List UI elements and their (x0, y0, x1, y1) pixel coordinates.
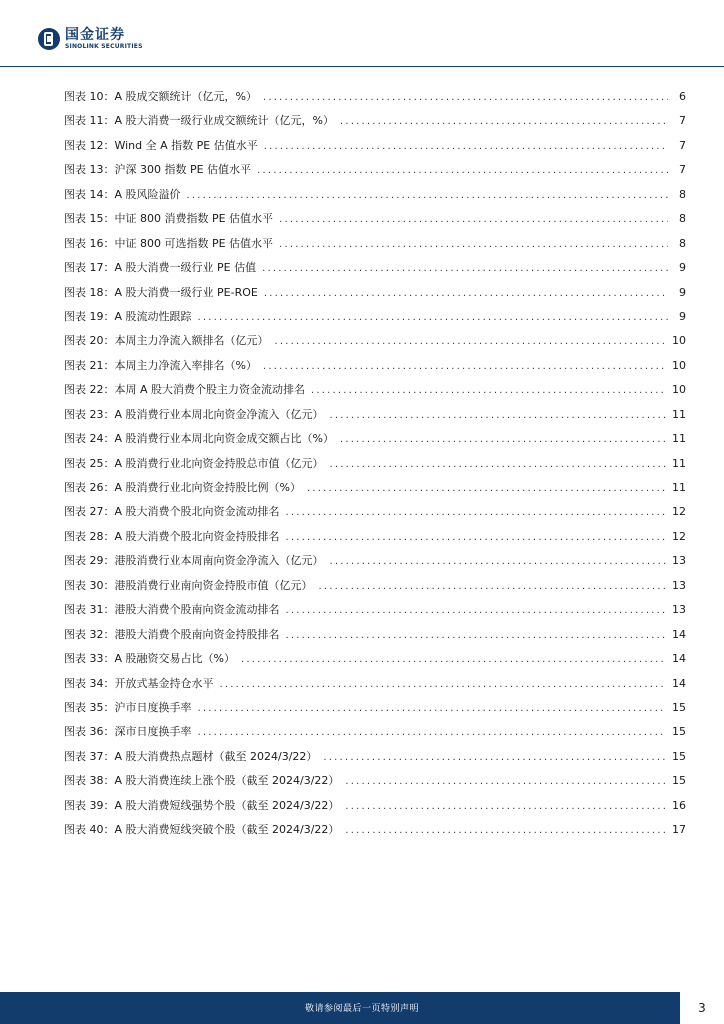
toc-leader-dots (330, 556, 667, 567)
toc-leader-dots (198, 703, 667, 714)
toc-entry[interactable] (64, 479, 686, 503)
toc-entry[interactable] (64, 406, 686, 430)
toc-entry-label: 图表 19：A 股流动性跟踪 (64, 309, 192, 323)
toc-entry-page: 11 (672, 432, 686, 446)
toc-entry-label: 图表 10：A 股成交额统计（亿元，%） (64, 90, 257, 103)
toc-entry-label: 图表 21：本周主力净流入率排名（%） (64, 358, 257, 372)
toc-entry-label: 图表 29：港股消费行业本周南向资金净流入（亿元） (64, 554, 324, 568)
toc-leader-dots (286, 605, 667, 616)
toc-entry[interactable] (64, 381, 686, 405)
toc-entry-page: 13 (672, 603, 686, 617)
toc-entry-page: 13 (672, 578, 686, 592)
toc-entry[interactable] (64, 528, 686, 552)
toc-leader-dots (257, 165, 668, 176)
toc-entry-label: 图表 12：Wind 全 A 指数 PE 估值水平 (64, 138, 258, 152)
toc-entry-page: 14 (672, 627, 686, 641)
toc-entry-label: 图表 39：A 股大消费短线强势个股（截至 2024/3/22） (64, 798, 340, 812)
toc-entry[interactable] (64, 821, 686, 845)
toc-entry-page: 8 (679, 187, 686, 201)
toc-entry-page: 12 (672, 529, 686, 543)
toc-entry-page: 10 (672, 334, 686, 348)
toc-entry-label: 图表 26：A 股消费行业北向资金持股比例（%） (64, 481, 301, 494)
toc-entry-page: 10 (672, 383, 686, 397)
toc-entry-label: 图表 17：A 股大消费一级行业 PE 估值 (64, 261, 257, 275)
toc-leader-dots (345, 801, 666, 812)
toc-entry[interactable] (64, 332, 686, 356)
toc-entry[interactable] (64, 675, 686, 699)
toc-leader-dots (262, 263, 668, 274)
toc-entry-page: 9 (679, 309, 686, 323)
toc-leader-dots (307, 483, 666, 494)
toc-entry-page: 15 (672, 725, 686, 739)
toc-leader-dots (323, 752, 666, 763)
toc-entry-page: 6 (679, 90, 686, 103)
toc-leader-dots (319, 581, 667, 592)
toc-entry-label: 图表 32：港股大消费个股南向资金持股排名 (64, 627, 280, 641)
toc-entry[interactable] (64, 699, 686, 723)
toc-entry-label: 图表 20：本周主力净流入额排名（亿元） (64, 334, 269, 348)
toc-leader-dots (286, 532, 666, 543)
toc-entry[interactable] (64, 357, 686, 381)
toc-entry-page: 7 (679, 114, 686, 128)
toc-entry-label: 图表 13：沪深 300 指数 PE 估值水平 (64, 163, 252, 177)
toc-entry[interactable] (64, 430, 686, 454)
toc-leader-dots (340, 116, 668, 127)
toc-entry-page: 12 (672, 505, 686, 519)
toc-entry-label: 图表 15：中证 800 消费指数 PE 估值水平 (64, 212, 274, 226)
toc-entry[interactable] (64, 112, 686, 136)
toc-entry-label: 图表 22：本周 A 股大消费个股主力资金流动排名 (64, 383, 306, 397)
table-of-figures (64, 88, 686, 846)
toc-entry-page: 9 (679, 261, 686, 275)
toc-entry-page: 9 (679, 285, 686, 299)
toc-leader-dots (286, 507, 666, 518)
page-number: 3 (680, 992, 724, 1024)
toc-leader-dots (275, 336, 667, 347)
toc-entry-page: 10 (672, 358, 686, 372)
toc-entry[interactable] (64, 723, 686, 747)
toc-entry-page: 13 (672, 554, 686, 568)
toc-entry-page: 11 (672, 407, 686, 421)
toc-entry-label: 图表 14：A 股风险溢价 (64, 187, 181, 201)
header-divider (0, 66, 724, 67)
logo-icon (38, 28, 60, 50)
toc-entry[interactable] (64, 650, 686, 674)
logo-chinese-name: 国金证券 (65, 27, 125, 43)
toc-leader-dots (279, 214, 668, 225)
toc-entry[interactable] (64, 503, 686, 527)
toc-leader-dots (345, 776, 666, 787)
toc-entry-label: 图表 18：A 股大消费一级行业 PE-ROE (64, 285, 258, 299)
logo-english-name: SINOLINK SECURITIES (65, 43, 143, 50)
toc-entry-label: 图表 40：A 股大消费短线突破个股（截至 2024/3/22） (64, 823, 340, 837)
footer-disclaimer: 敬请参阅最后一页特别声明 (304, 1004, 419, 1014)
toc-leader-dots (263, 361, 666, 372)
toc-entry[interactable] (64, 235, 686, 259)
toc-entry-page: 7 (679, 138, 686, 152)
toc-leader-dots (241, 654, 666, 665)
toc-entry-page: 7 (679, 163, 686, 177)
toc-entry[interactable] (64, 161, 686, 185)
toc-leader-dots (198, 312, 668, 323)
toc-entry-page: 8 (679, 236, 686, 250)
toc-entry-page: 15 (672, 749, 686, 763)
toc-entry-page: 15 (672, 700, 686, 714)
toc-entry[interactable] (64, 137, 686, 161)
toc-entry-label: 图表 28：A 股大消费个股北向资金持股排名 (64, 529, 280, 543)
toc-entry-label: 图表 16：中证 800 可选指数 PE 估值水平 (64, 236, 274, 250)
toc-entry-label: 图表 31：港股大消费个股南向资金流动排名 (64, 603, 280, 617)
toc-entry[interactable] (64, 797, 686, 821)
toc-entry-label: 图表 38：A 股大消费连续上涨个股（截至 2024/3/22） (64, 774, 340, 788)
toc-leader-dots (264, 288, 668, 299)
toc-entry[interactable] (64, 186, 686, 210)
toc-entry-label: 图表 36：深市日度换手率 (64, 725, 192, 739)
toc-leader-dots (187, 190, 668, 201)
toc-entry-page: 8 (679, 212, 686, 226)
toc-leader-dots (263, 92, 668, 103)
toc-entry[interactable] (64, 748, 686, 772)
toc-entry[interactable] (64, 284, 686, 308)
toc-leader-dots (264, 141, 668, 152)
toc-entry-page: 15 (672, 774, 686, 788)
toc-leader-dots (330, 459, 666, 470)
toc-entry[interactable] (64, 88, 686, 112)
toc-entry-page: 17 (672, 823, 686, 837)
toc-entry[interactable] (64, 552, 686, 576)
toc-entry-page: 11 (672, 456, 686, 470)
toc-entry-label: 图表 11：A 股大消费一级行业成交额统计（亿元，%） (64, 114, 334, 128)
toc-entry-label: 图表 37：A 股大消费热点题材（截至 2024/3/22） (64, 749, 318, 763)
toc-entry[interactable] (64, 772, 686, 796)
toc-entry-page: 16 (672, 798, 686, 812)
toc-entry[interactable] (64, 455, 686, 479)
toc-entry-label: 图表 30：港股消费行业南向资金持股市值（亿元） (64, 578, 313, 592)
toc-leader-dots (345, 825, 666, 836)
company-logo (38, 28, 143, 50)
toc-entry-label: 图表 33：A 股融资交易占比（%） (64, 652, 235, 666)
toc-entry[interactable] (64, 577, 686, 601)
toc-leader-dots (279, 239, 668, 250)
toc-entry-label: 图表 34：开放式基金持仓水平 (64, 676, 214, 690)
toc-entry[interactable] (64, 308, 686, 332)
toc-leader-dots (286, 630, 667, 641)
toc-leader-dots (198, 727, 667, 738)
toc-leader-dots (330, 410, 666, 421)
toc-entry-label: 图表 25：A 股消费行业北向资金持股总市值（亿元） (64, 456, 324, 470)
toc-entry-label: 图表 23：A 股消费行业本周北向资金净流入（亿元） (64, 407, 324, 421)
toc-entry[interactable] (64, 601, 686, 625)
toc-entry[interactable] (64, 210, 686, 234)
toc-entry-page: 14 (672, 676, 686, 690)
toc-leader-dots (340, 434, 666, 445)
toc-leader-dots (311, 385, 666, 396)
toc-entry-label: 图表 35：沪市日度换手率 (64, 700, 192, 714)
toc-entry-page: 11 (672, 481, 686, 494)
toc-entry-label: 图表 24：A 股消费行业本周北向资金成交额占比（%） (64, 432, 334, 446)
toc-entry-label: 图表 27：A 股大消费个股北向资金流动排名 (64, 505, 280, 519)
page-header (0, 0, 724, 68)
page-footer (0, 992, 724, 1024)
toc-entry[interactable] (64, 259, 686, 283)
toc-entry-page: 14 (672, 652, 686, 666)
toc-entry[interactable] (64, 626, 686, 650)
toc-leader-dots (220, 679, 667, 690)
